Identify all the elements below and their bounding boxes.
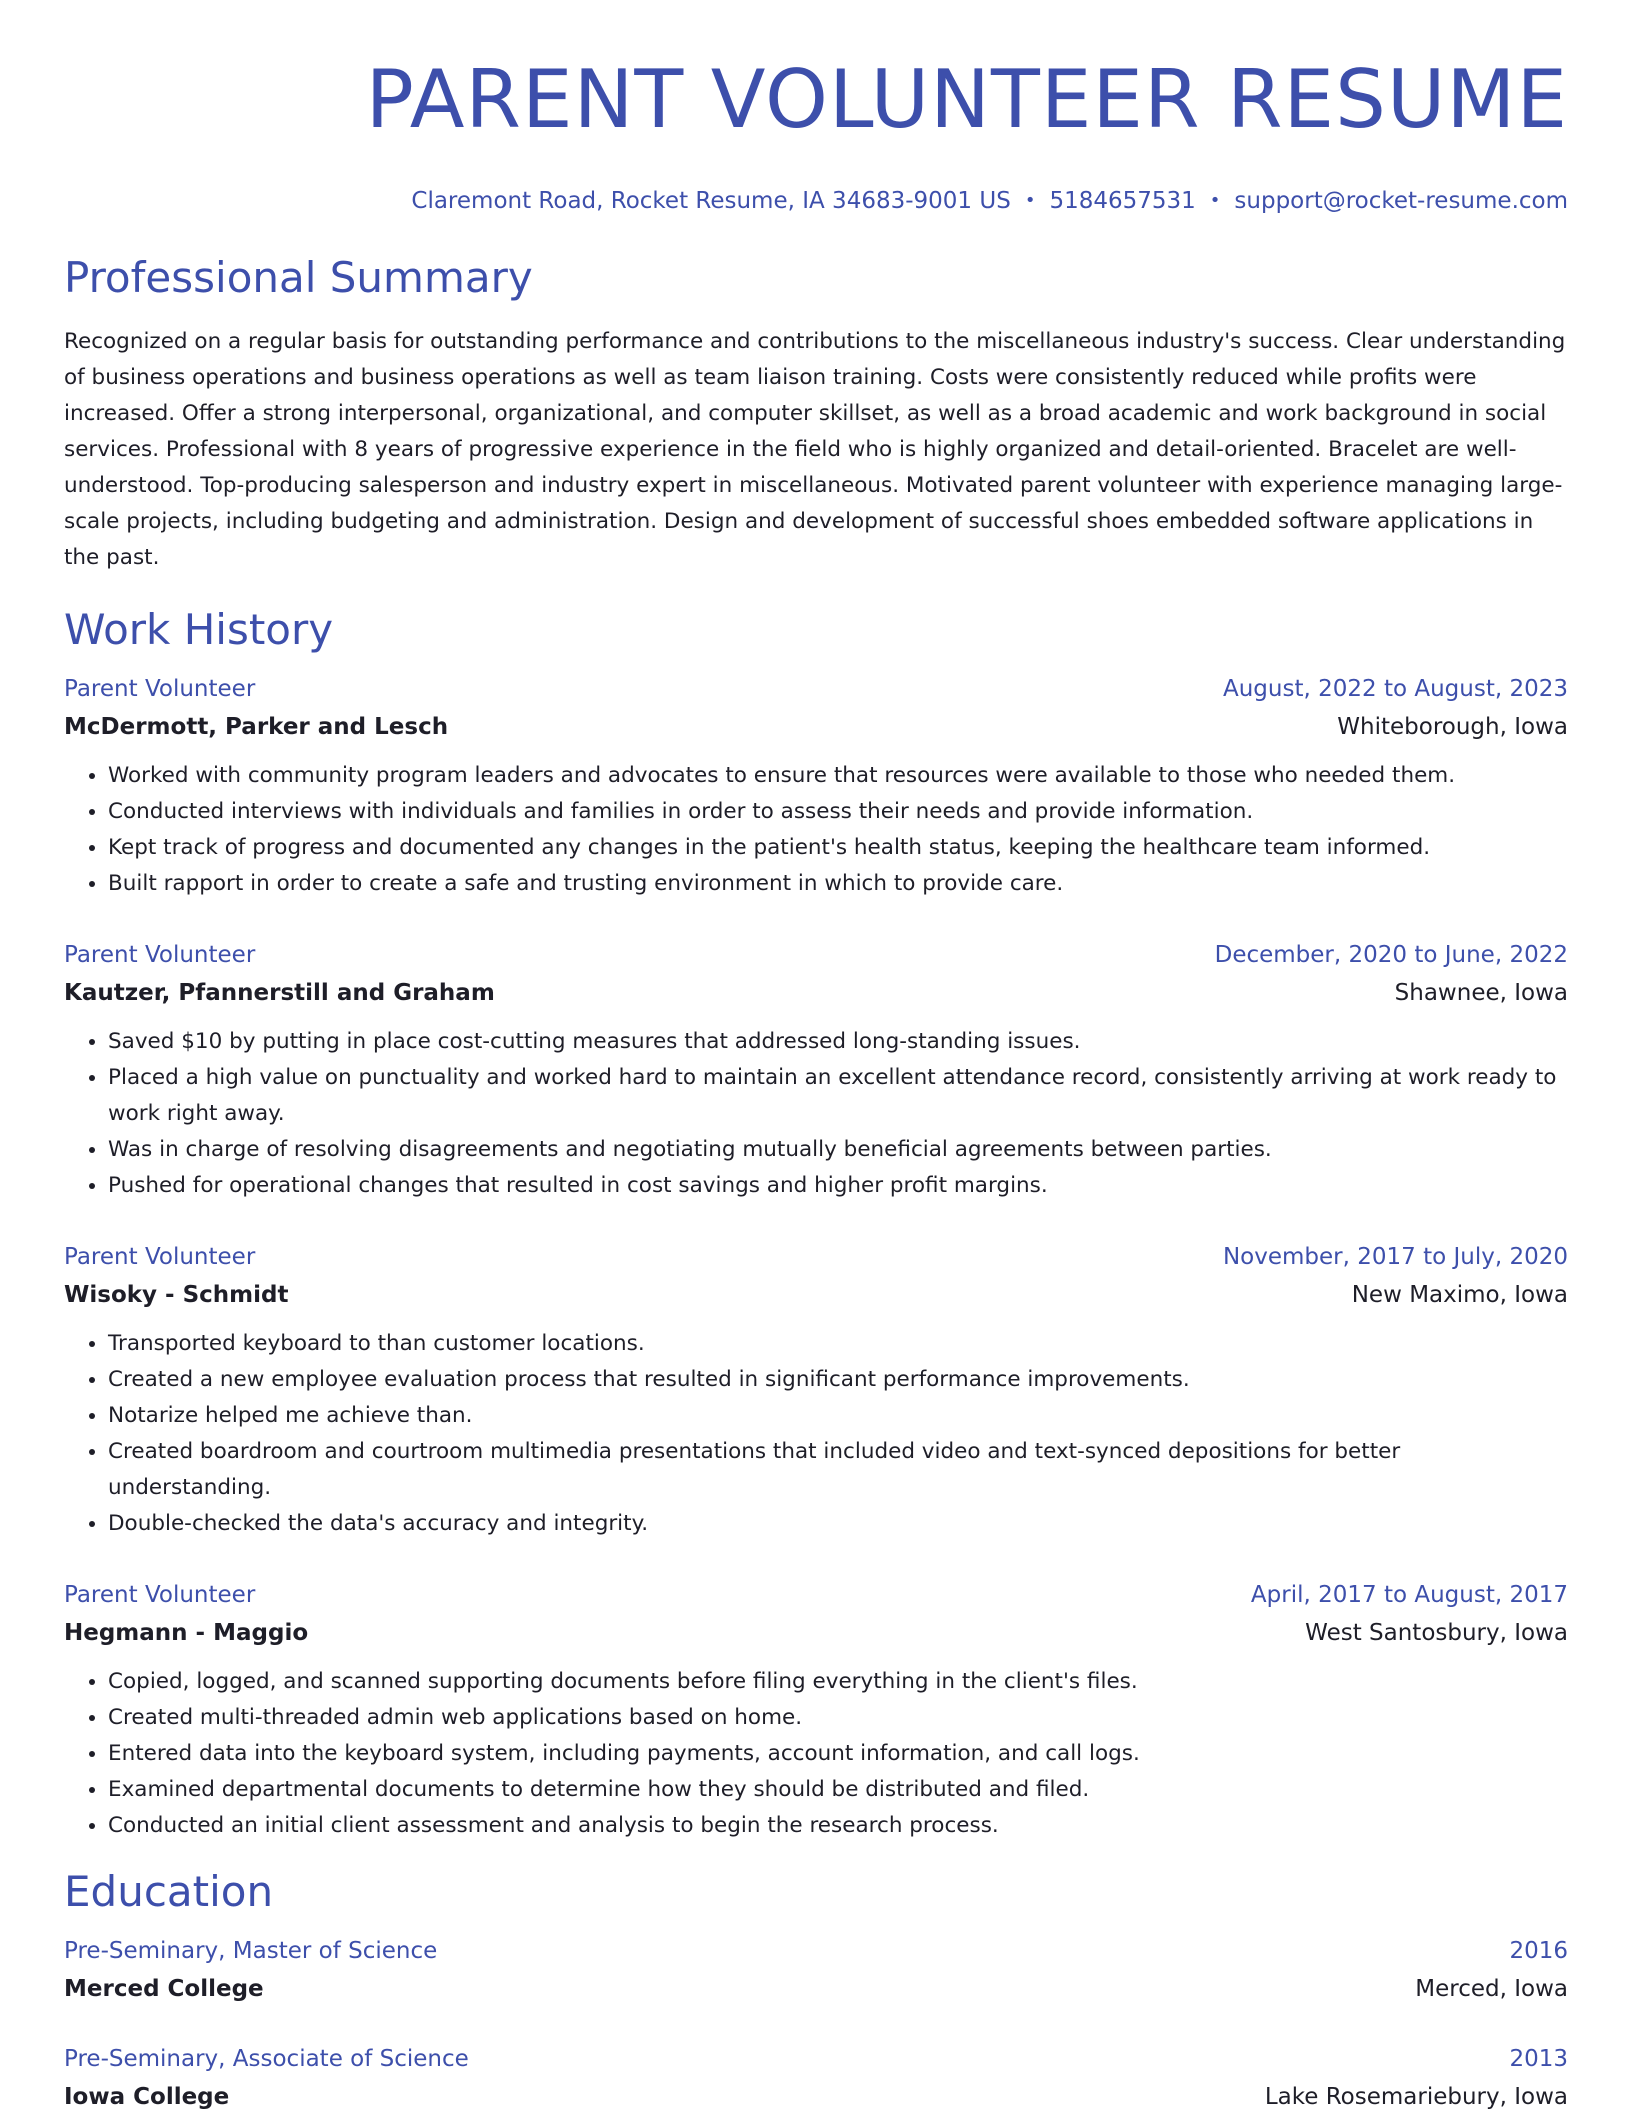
job-bullet: • Conducted interviews with individuals and families in order to assess their needs and provide information.	[108, 794, 1568, 830]
contact-phone: 5184657531	[1049, 188, 1196, 214]
education-entry	[64, 1932, 1568, 2008]
resume-title: PARENT VOLUNTEER RESUME	[365, 53, 1568, 146]
job-bullet: • Copied, logged, and scanned supporting documents before filing everything in the client's files.	[108, 1664, 1568, 1700]
job-company: Hegmann - Maggio	[64, 1620, 309, 1646]
job-bullet-list	[64, 758, 1568, 902]
job-bullet-list	[64, 1664, 1568, 1844]
contact-separator: •	[1209, 190, 1221, 211]
job-header-row	[64, 1238, 1568, 1276]
job-bullet: • Notarize helped me achieve than.	[108, 1398, 1568, 1434]
summary-heading: Professional Summary	[64, 253, 533, 302]
education-year: 2016	[1509, 1938, 1568, 1964]
summary-text: Recognized on a regular basis for outstanding performance and contributions to the miscellaneous industry's success. Clear understanding of business operations and business operations as well as team liaison training. Costs were consistently reduced while profits were increased. Offer a strong interpersonal, organizational, and computer skillset, as well as a broad academic and work background in social services. Professional with 8 years of progressive experience in the field who is highly organized and detail-oriented. Bracelet are well-understood. Top-producing salesperson and industry expert in miscellaneous. Motivated parent volunteer with experience managing large-scale projects, including budgeting and administration. Design and development of successful shoes embedded software applications in the past.	[64, 329, 1566, 570]
job-bullet: • Placed a high value on punctuality and worked hard to maintain an excellent attendance record, consistently arriving at work ready to work right away.	[108, 1060, 1568, 1132]
job-company: Wisoky - Schmidt	[64, 1282, 289, 1308]
job-bullet: • Built rapport in order to create a safe and trusting environment in which to provide care.	[108, 866, 1568, 902]
job-employer-row	[64, 1614, 1568, 1652]
education-degree-row	[64, 1932, 1568, 1970]
job-bullet: • Created boardroom and courtroom multimedia presentations that included video and text-synced depositions for better understanding.	[108, 1434, 1568, 1506]
education-degree: Pre-Seminary, Master of Science	[64, 1938, 438, 1964]
job-bullet-list	[64, 1024, 1568, 1204]
job-header-row	[64, 670, 1568, 708]
job-bullet: • Saved $10 by putting in place cost-cutting measures that addressed long-standing issues.	[108, 1024, 1568, 1060]
education-school: Iowa College	[64, 2084, 230, 2110]
job-bullet: • Transported keyboard to than customer locations.	[108, 1326, 1568, 1362]
job-employer-row	[64, 708, 1568, 746]
job-location: New Maximo, Iowa	[1351, 1282, 1568, 1308]
education-school: Merced College	[64, 1976, 264, 2002]
job-location: Shawnee, Iowa	[1394, 980, 1568, 1006]
job-bullet: • Was in charge of resolving disagreements and negotiating mutually beneficial agreements between parties.	[108, 1132, 1568, 1168]
contact-separator: •	[1024, 190, 1036, 211]
job-bullet: • Created multi-threaded admin web applications based on home.	[108, 1700, 1568, 1736]
education-heading: Education	[64, 1867, 274, 1916]
job-location: Whiteborough, Iowa	[1337, 714, 1568, 740]
contact-address: Claremont Road, Rocket Resume, IA 34683-9001 US	[411, 188, 1011, 214]
job-location: West Santosbury, Iowa	[1305, 1620, 1568, 1646]
education-school-row	[64, 2078, 1568, 2116]
job-dates: December, 2020 to June, 2022	[1214, 942, 1568, 968]
job-dates: August, 2022 to August, 2023	[1223, 676, 1568, 702]
job-employer-row	[64, 974, 1568, 1012]
education-degree-row	[64, 2040, 1568, 2078]
contact-info	[64, 186, 1568, 216]
job-title: Parent Volunteer	[64, 1582, 256, 1608]
job-header-row	[64, 936, 1568, 974]
education-entry	[64, 2040, 1568, 2116]
job-company: Kautzer, Pfannerstill and Graham	[64, 980, 495, 1006]
job-bullet: • Entered data into the keyboard system, including payments, account information, and call logs.	[108, 1736, 1568, 1772]
job-bullet: • Created a new employee evaluation process that resulted in significant performance improvements.	[108, 1362, 1568, 1398]
job-bullet-list	[64, 1326, 1568, 1542]
job-header-row	[64, 1576, 1568, 1614]
job-bullet: • Worked with community program leaders and advocates to ensure that resources were available to those who needed them.	[108, 758, 1568, 794]
education-year: 2013	[1509, 2046, 1568, 2072]
job-bullet: • Examined departmental documents to determine how they should be distributed and filed.	[108, 1772, 1568, 1808]
job-company: McDermott, Parker and Lesch	[64, 714, 449, 740]
job-bullet: • Conducted an initial client assessment and analysis to begin the research process.	[108, 1808, 1568, 1844]
job-dates: November, 2017 to July, 2020	[1222, 1244, 1568, 1270]
job-entry	[64, 1576, 1568, 1844]
job-employer-row	[64, 1276, 1568, 1314]
job-bullet: • Double-checked the data's accuracy and integrity.	[108, 1506, 1568, 1542]
job-entry	[64, 1238, 1568, 1542]
education-school-row	[64, 1970, 1568, 2008]
contact-email: support@rocket-resume.com	[1234, 188, 1568, 214]
job-entry	[64, 670, 1568, 902]
job-bullet: • Pushed for operational changes that resulted in cost savings and higher profit margins.	[108, 1168, 1568, 1204]
job-title: Parent Volunteer	[64, 676, 256, 702]
work-history-heading: Work History	[64, 605, 334, 654]
education-location: Merced, Iowa	[1415, 1976, 1568, 2002]
education-location: Lake Rosemariebury, Iowa	[1264, 2084, 1568, 2110]
job-title: Parent Volunteer	[64, 1244, 256, 1270]
job-bullet: • Kept track of progress and documented any changes in the patient's health status, keeping the healthcare team informed.	[108, 830, 1568, 866]
job-title: Parent Volunteer	[64, 942, 256, 968]
job-entry	[64, 936, 1568, 1204]
education-degree: Pre-Seminary, Associate of Science	[64, 2046, 469, 2072]
job-dates: April, 2017 to August, 2017	[1250, 1582, 1568, 1608]
